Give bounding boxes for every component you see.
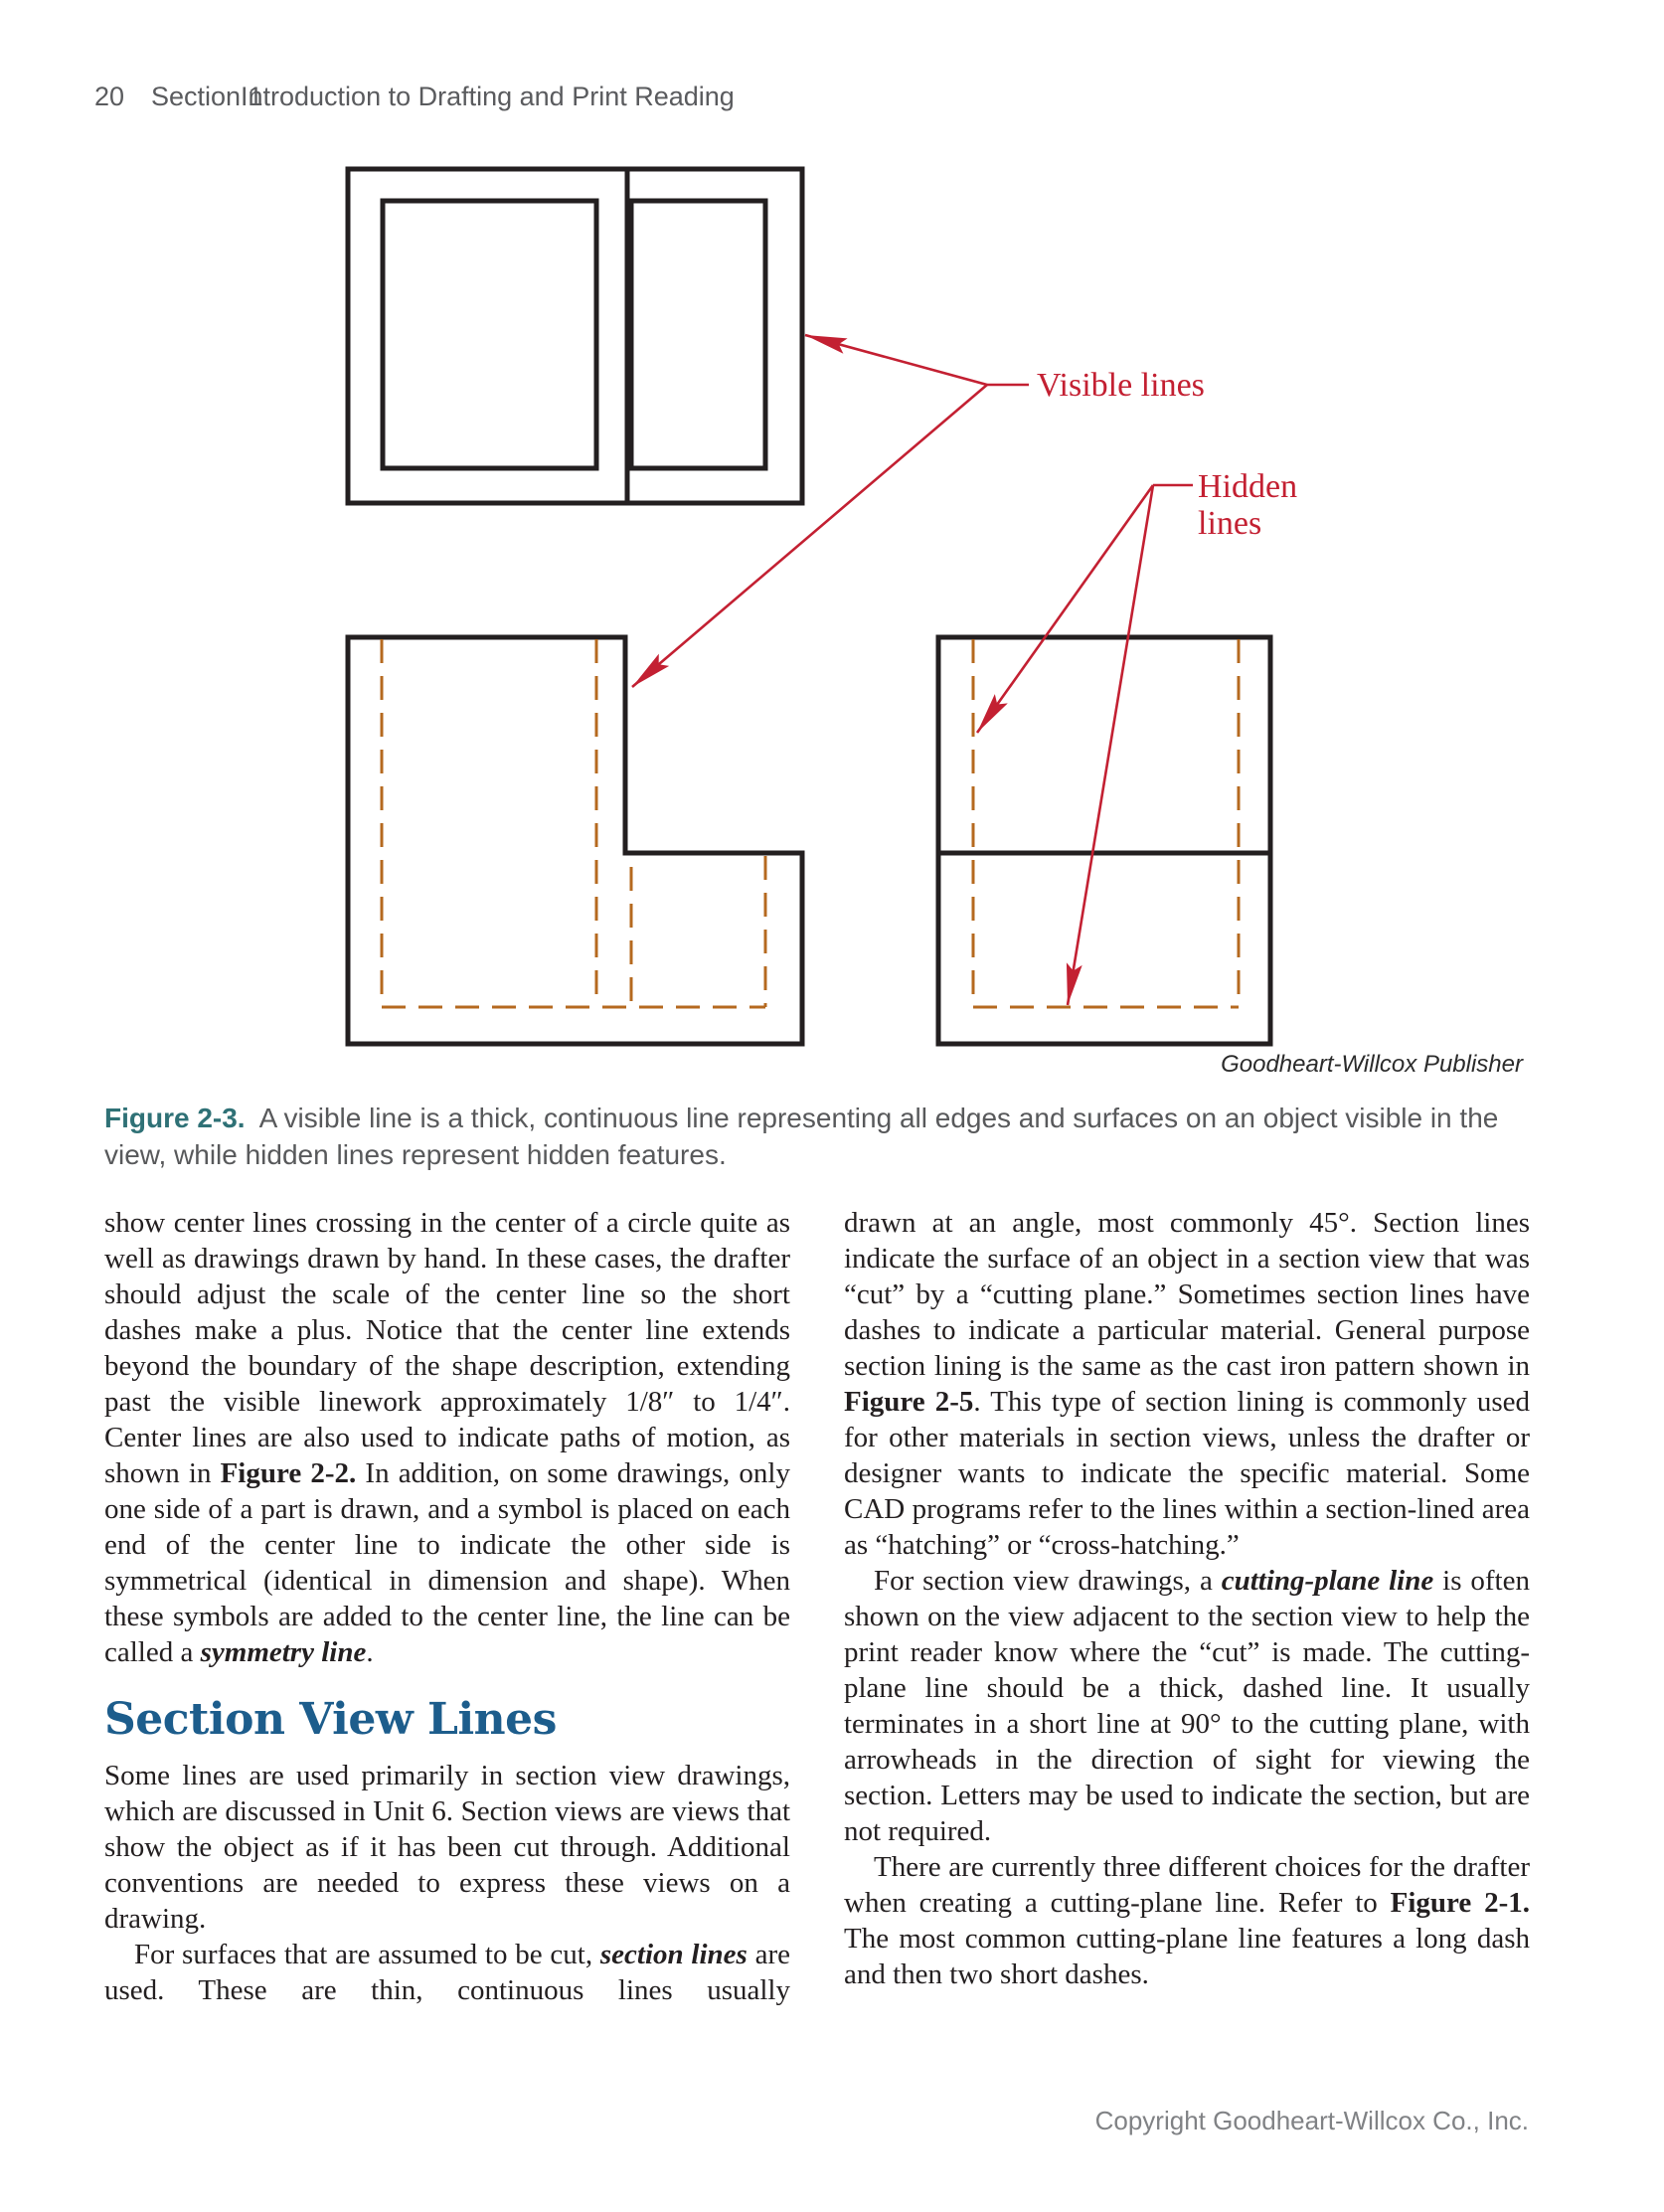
paragraph [844,1205,1530,1563]
text-segment: For surfaces that are assumed to be cut, [134,1939,600,1970]
figure-caption-text: A visible line is a thick, continuous line representing all edges and surfaces on an object visible in the view, while hidden lines represent hidden features. [104,1103,1499,1170]
text-segment: For section view drawings, a [874,1565,1222,1597]
front-view-outline [348,637,802,1044]
text-segment: section lines [599,1939,748,1970]
hidden-lines-label-line2: lines [1198,505,1262,542]
paragraph [104,1758,790,1937]
text-segment: . [366,1636,374,1668]
page-number: 20 [94,82,125,111]
top-view-left-inner-rectangle [383,201,596,468]
top-view-drawing [348,169,802,503]
callout-arrow [1068,485,1153,1005]
text-segment: Figure 2-1. [1390,1887,1530,1919]
text-segment: cutting-plane line [1221,1565,1434,1597]
paragraph [844,1849,1530,1992]
paragraph [104,1937,790,2008]
front-view-hidden-lines [382,639,765,1007]
text-segment: Figure 2-2. [220,1457,357,1489]
chapter-title: Introduction to Drafting and Print Reading [241,82,735,111]
visible-lines-callout [632,335,1205,687]
top-view-outline [348,169,802,503]
section-heading: Section View Lines [104,1694,557,1745]
figure-attribution: Goodheart-Willcox Publisher [1221,1051,1523,1078]
text-segment: The most common cutting-plane line features a long dash and then two short dashes. [844,1923,1530,1990]
text-segment: show center lines crossing in the center of a circle quite as well as drawings drawn by hand. In these cases, the drafter should adjust the scale of the center line so the short dashes make a plus. Notice that the center line extends beyond the boundary of the shape description, extending past the visible linework approximately 1/8″ to 1/4″. Center lines are also used to indicate paths of motion, as shown in [104,1207,790,1489]
body-column-left [104,1205,790,2008]
body-column-right [844,1205,1530,1992]
side-view-hidden-lines [973,639,1239,1007]
text-segment: Figure 2-5 [844,1386,974,1418]
text-segment: is often shown on the view adjacent to the section view to help the print reader know where the “cut” is made. The cutting-plane line should be a thick, dashed line. It usually terminates in a short line at 90° to the cutting plane, with arrowheads in the direction of sight for viewing the section. Letters may be used to indicate the section, but are not required. [844,1565,1530,1847]
figure-caption [104,1100,1536,1173]
section-label: Section 1 [151,82,263,111]
text-segment: . This type of section lining is commonly used for other materials in section views, unless the drafter or designer wants to indicate the specific material. Some CAD programs refer to the lines within a section-lined area as “hatching” or “cross-hatching.” [844,1386,1530,1561]
copyright-notice: Copyright Goodheart-Willcox Co., Inc. [1094,2106,1529,2135]
side-view-outline [938,637,1270,1044]
hidden-lines-label-line1: Hidden [1198,468,1298,505]
top-view-right-inner-rectangle [631,201,765,468]
side-view-drawing [938,637,1270,1044]
callout-arrow [805,335,987,385]
text-segment: drawn at an angle, most commonly 45°. Section lines indicate the surface of an object in a section view that was “cut” by a “cutting plane.” Sometimes section lines have dashes to indicate a particular material. General purpose section lining is the same as the cast iron pattern shown in [844,1207,1530,1382]
text-segment: Some lines are used primarily in section view drawings, which are discussed in Unit 6. Section views are views that show the object as if it has been cut through. Additional conventions are needed to express these views on a drawing. [104,1760,790,1935]
front-view-drawing [348,637,802,1044]
visible-lines-label: Visible lines [1037,367,1205,404]
callout-arrow [632,385,987,687]
callout-arrow [977,485,1153,733]
paragraph [104,1205,790,1670]
text-segment: symmetry line [200,1636,367,1668]
figure-caption-label: Figure 2-3. [104,1103,246,1133]
hidden-lines-callout [977,468,1297,1005]
text-segment: In addition, on some drawings, only one side of a part is drawn, and a symbol is placed on each end of the center line to indicate the other side is symmetrical (identical in dimension and shape). When these symbols are added to the center line, the line can be called a [104,1457,790,1668]
text-segment: are used. These are thin, continuous lines usually [104,1939,791,2006]
paragraph [844,1563,1530,1849]
text-segment: There are currently three different choices for the drafter when creating a cutting-plane line. Refer to [844,1851,1530,1919]
